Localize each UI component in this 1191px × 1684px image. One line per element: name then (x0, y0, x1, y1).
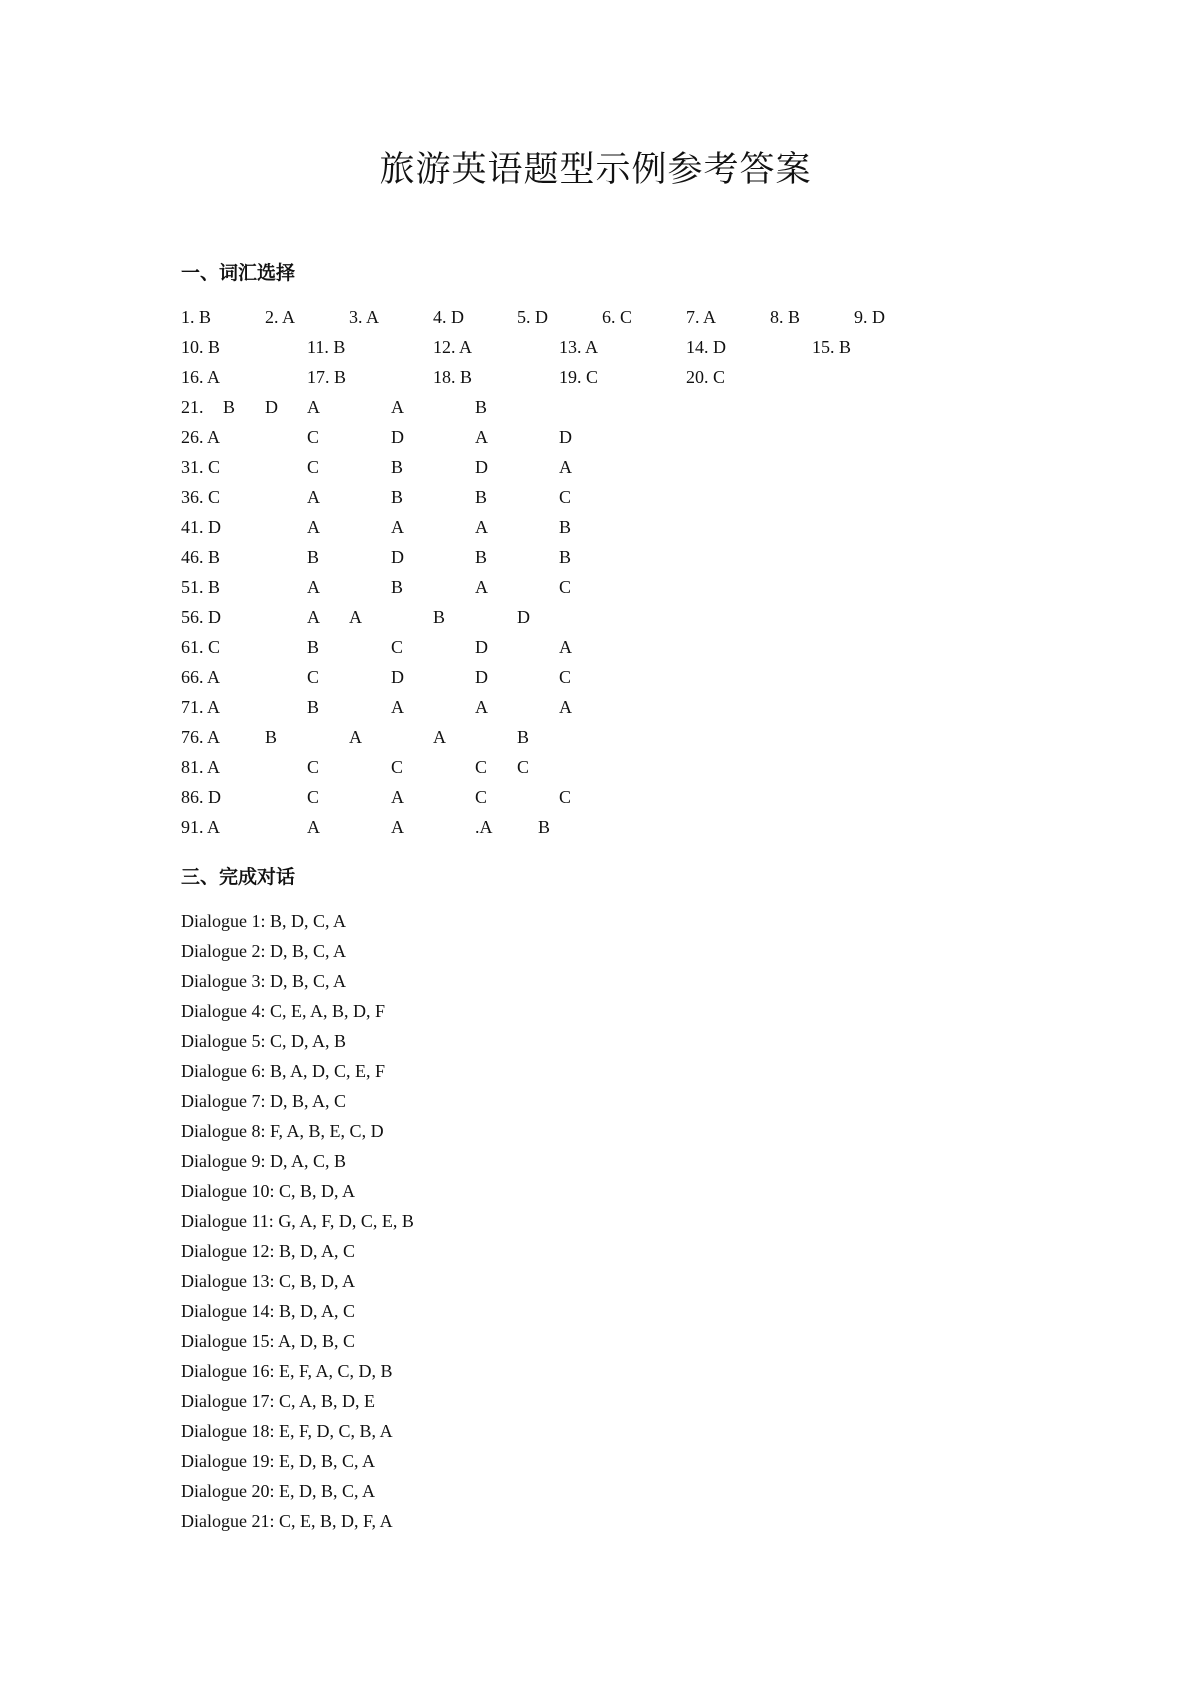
answer-cell: 11. B (307, 337, 346, 357)
answer-cell: 76. A (181, 727, 221, 747)
answer-cell: C (307, 757, 320, 777)
answer-cell: A (307, 817, 320, 837)
answer-cell: 3. A (349, 307, 380, 327)
answer-cell: 31. C (181, 457, 221, 477)
answer-cell: 9. D (854, 307, 885, 327)
answer-cell: A (307, 517, 320, 537)
answer-cell: D (265, 397, 278, 417)
dialogue-line: Dialogue 9: D, A, C, B (181, 1151, 346, 1171)
answer-cell: C (307, 427, 320, 447)
answer-cell: 10. B (181, 337, 221, 357)
answer-cell: A (559, 457, 572, 477)
answer-cell: B (307, 547, 320, 567)
answer-cell: 5. D (517, 307, 548, 327)
answer-cell: C (475, 757, 488, 777)
answer-cell: 18. B (433, 367, 473, 387)
answer-cell: A (349, 607, 362, 627)
answer-cell: 1. B (181, 307, 212, 327)
dialogue-line: Dialogue 14: B, D, A, C (181, 1301, 355, 1321)
dialogue-line: Dialogue 5: C, D, A, B (181, 1031, 346, 1051)
answer-cell: A (559, 697, 572, 717)
dialogue-line: Dialogue 7: D, B, A, C (181, 1091, 346, 1111)
answer-cell: B (307, 697, 320, 717)
answer-cell: 6. C (602, 307, 633, 327)
answer-cell: 46. B (181, 547, 221, 567)
answer-cell: D (391, 547, 404, 567)
answer-cell: C (559, 577, 572, 597)
answer-cell: B (223, 397, 236, 417)
answer-cell: 15. B (812, 337, 852, 357)
dialogue-line: Dialogue 21: C, E, B, D, F, A (181, 1511, 393, 1531)
answer-cell: C (559, 487, 572, 507)
answer-cell: D (391, 427, 404, 447)
answer-cell: 17. B (307, 367, 347, 387)
answer-cell: C (307, 667, 320, 687)
answer-cell: 2. A (265, 307, 296, 327)
dialogue-line: Dialogue 18: E, F, D, C, B, A (181, 1421, 393, 1441)
answer-cell: 16. A (181, 367, 221, 387)
answer-cell: D (559, 427, 572, 447)
answer-cell: A (391, 697, 404, 717)
answer-cell: C (307, 787, 320, 807)
answer-cell: 66. A (181, 667, 221, 687)
answer-cell: A (475, 577, 488, 597)
dialogue-line: Dialogue 10: C, B, D, A (181, 1181, 355, 1201)
dialogue-line: Dialogue 20: E, D, B, C, A (181, 1481, 375, 1501)
answer-cell: D (517, 607, 530, 627)
answer-cell: 13. A (559, 337, 599, 357)
section-heading-dialogues: 三、完成对话 (181, 866, 296, 888)
answer-cell: 14. D (686, 337, 726, 357)
answer-cell: 41. D (181, 517, 221, 537)
dialogue-line: Dialogue 16: E, F, A, C, D, B (181, 1361, 393, 1381)
section-heading-vocabulary: 一、词汇选择 (181, 262, 296, 284)
answer-cell: A (349, 727, 362, 747)
answer-cell: C (391, 757, 404, 777)
dialogue-line: Dialogue 8: F, A, B, E, C, D (181, 1121, 384, 1141)
dialogue-line: Dialogue 6: B, A, D, C, E, F (181, 1061, 386, 1081)
answer-cell: A (307, 487, 320, 507)
dialogue-line: Dialogue 19: E, D, B, C, A (181, 1451, 375, 1471)
answer-cell: B (265, 727, 278, 747)
dialogue-line: Dialogue 4: C, E, A, B, D, F (181, 1001, 386, 1021)
answer-cell: 20. C (686, 367, 726, 387)
answer-cell: A (475, 427, 488, 447)
answer-cell: 8. B (770, 307, 801, 327)
answer-cell: A (307, 607, 320, 627)
answer-cell: A (307, 577, 320, 597)
dialogue-line: Dialogue 13: C, B, D, A (181, 1271, 355, 1291)
answer-cell: C (475, 787, 488, 807)
answer-cell: D (475, 637, 488, 657)
answer-cell: 91. A (181, 817, 221, 837)
answer-cell: A (391, 787, 404, 807)
dialogue-line: Dialogue 3: D, B, C, A (181, 971, 346, 991)
answer-cell: 21. (181, 397, 204, 417)
answer-cell: A (475, 697, 488, 717)
answer-cell: B (391, 577, 404, 597)
answer-cell: 4. D (433, 307, 464, 327)
dialogue-line: Dialogue 1: B, D, C, A (181, 911, 346, 931)
answer-cell: D (475, 667, 488, 687)
answer-cell: B (559, 547, 572, 567)
answer-cell: C (517, 757, 530, 777)
answer-cell: 61. C (181, 637, 221, 657)
answer-cell: B (475, 397, 488, 417)
answer-cell: 12. A (433, 337, 473, 357)
answer-cell: 56. D (181, 607, 221, 627)
dialogue-line: Dialogue 2: D, B, C, A (181, 941, 346, 961)
answer-cell: A (475, 517, 488, 537)
answer-cell: A (559, 637, 572, 657)
answer-cell: C (391, 637, 404, 657)
answer-cell: B (307, 637, 320, 657)
answer-cell: B (433, 607, 446, 627)
answer-cell: 7. A (686, 307, 717, 327)
answer-cell: B (538, 817, 551, 837)
dialogue-line: Dialogue 11: G, A, F, D, C, E, B (181, 1211, 414, 1231)
answer-cell: B (475, 547, 488, 567)
answer-cell: A (391, 397, 404, 417)
answer-cell: 86. D (181, 787, 221, 807)
answer-cell: 51. B (181, 577, 221, 597)
answer-cell: C (559, 787, 572, 807)
answer-cell: A (433, 727, 446, 747)
dialogue-line: Dialogue 17: C, A, B, D, E (181, 1391, 375, 1411)
answer-cell: C (307, 457, 320, 477)
answer-cell: 81. A (181, 757, 221, 777)
answer-cell: .A (475, 817, 493, 837)
dialogue-line: Dialogue 15: A, D, B, C (181, 1331, 355, 1351)
answer-cell: B (517, 727, 530, 747)
answer-cell: 36. C (181, 487, 221, 507)
answer-cell: C (559, 667, 572, 687)
answer-cell: 26. A (181, 427, 221, 447)
answer-cell: D (475, 457, 488, 477)
answer-cell: D (391, 667, 404, 687)
answer-cell: A (391, 517, 404, 537)
answer-cell: B (391, 487, 404, 507)
page-title: 旅游英语题型示例参考答案 (379, 150, 812, 189)
answer-cell: B (391, 457, 404, 477)
answer-cell: B (475, 487, 488, 507)
dialogue-line: Dialogue 12: B, D, A, C (181, 1241, 355, 1261)
answer-cell: 71. A (181, 697, 221, 717)
answer-cell: A (307, 397, 320, 417)
answer-cell: A (391, 817, 404, 837)
answer-cell: 19. C (559, 367, 599, 387)
answer-cell: B (559, 517, 572, 537)
